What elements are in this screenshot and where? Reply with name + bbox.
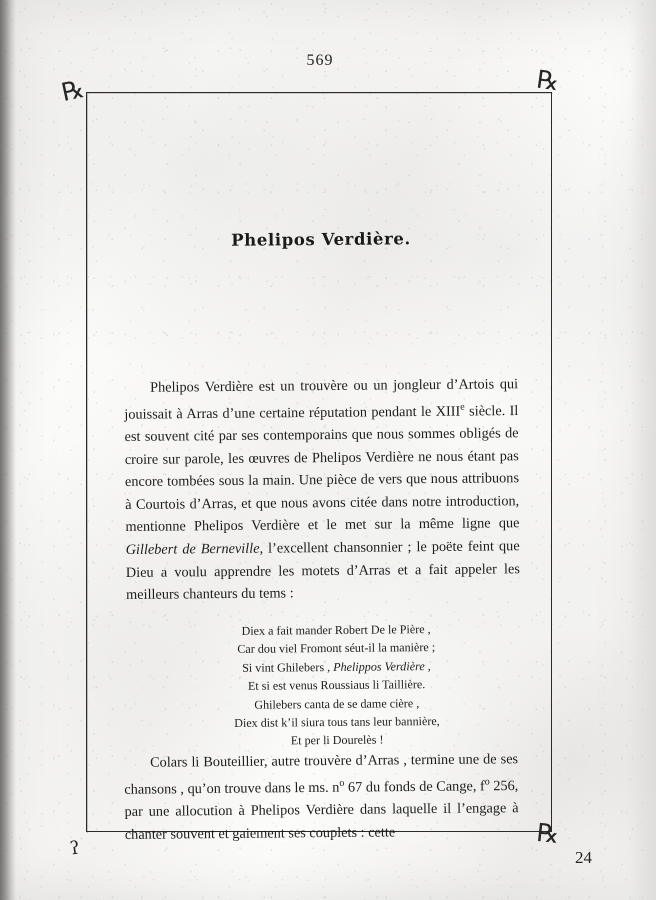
verse-line: Et si est venus Roussiaus li Taillière. bbox=[247, 677, 426, 693]
verse-line: Et per li Dourelès ! bbox=[290, 732, 384, 748]
text-block bbox=[124, 230, 518, 846]
corner-flourish-top-right-icon: ℞ bbox=[534, 64, 562, 97]
corner-flourish-bottom-left-icon: ʔ bbox=[68, 837, 82, 860]
folio-number-text: 569 bbox=[306, 52, 334, 69]
signature-mark: 24 bbox=[575, 848, 592, 867]
verse-line: Si vint Ghilebers , Phelippos Verdière , bbox=[242, 658, 431, 675]
verse-line: Diex a fait mander Robert De le Pière , bbox=[241, 621, 431, 638]
body-text bbox=[124, 377, 518, 846]
section-heading: Phelipos Verdière. bbox=[231, 229, 411, 250]
verse-line: Ghilebers canta de se dame cière , bbox=[254, 695, 420, 712]
italic-text: Phelippos Verdière , bbox=[333, 658, 431, 674]
superscript-text: e bbox=[460, 401, 465, 413]
superscript-text: o bbox=[484, 775, 490, 787]
paragraph-1: Phelipos Verdière est un trouvère ou un jongleur d’Artois qui jouissait à Arras d’une certaine réputation pendant le XIIIe siècle. Il est souvent cité par ses contemporains que nous sommes obligés de croire sur parole, les œuvres de Phelipos Verdière ne nous étant pas encore tombées sous la main. Une pièce de vers que nous attribuons à Courtois d’Arras, et que nous avons citée dans notre introduction, mentionne Phelipos Verdière et le met sur la même ligne que Gillebert de Berneville, l’excellent chansonnier ; le poëte feint que Dieu a voulu apprendre les motets d’Arras et a fait appeler les meilleurs chanteurs du tems : bbox=[124, 376, 520, 604]
corner-flourish-top-left-icon: ℞ bbox=[58, 73, 87, 108]
verse-line: Car dou viel Fromont séut-il la manière ; bbox=[237, 640, 436, 657]
italic-text: Gillebert de Berneville bbox=[125, 540, 260, 558]
verse-line: Diex dist k’il siura tous tans leur bannière, bbox=[234, 713, 440, 730]
verse-quotation bbox=[124, 619, 519, 752]
corner-flourish-bottom-right-icon: ℞ bbox=[535, 817, 561, 850]
superscript-text: o bbox=[339, 777, 345, 789]
paragraph-2: Colars li Bouteillier, autre trouvère d’Arras , termine une de ses chansons , qu’on trouve dans le ms. $n^o$ 67 du fonds de Cange, $f^o$ 256, par une allocution à Phelipos Verdière dans laquelle il l’engage à chanter souvent et gaiement ses couplets : cette bbox=[124, 750, 519, 843]
